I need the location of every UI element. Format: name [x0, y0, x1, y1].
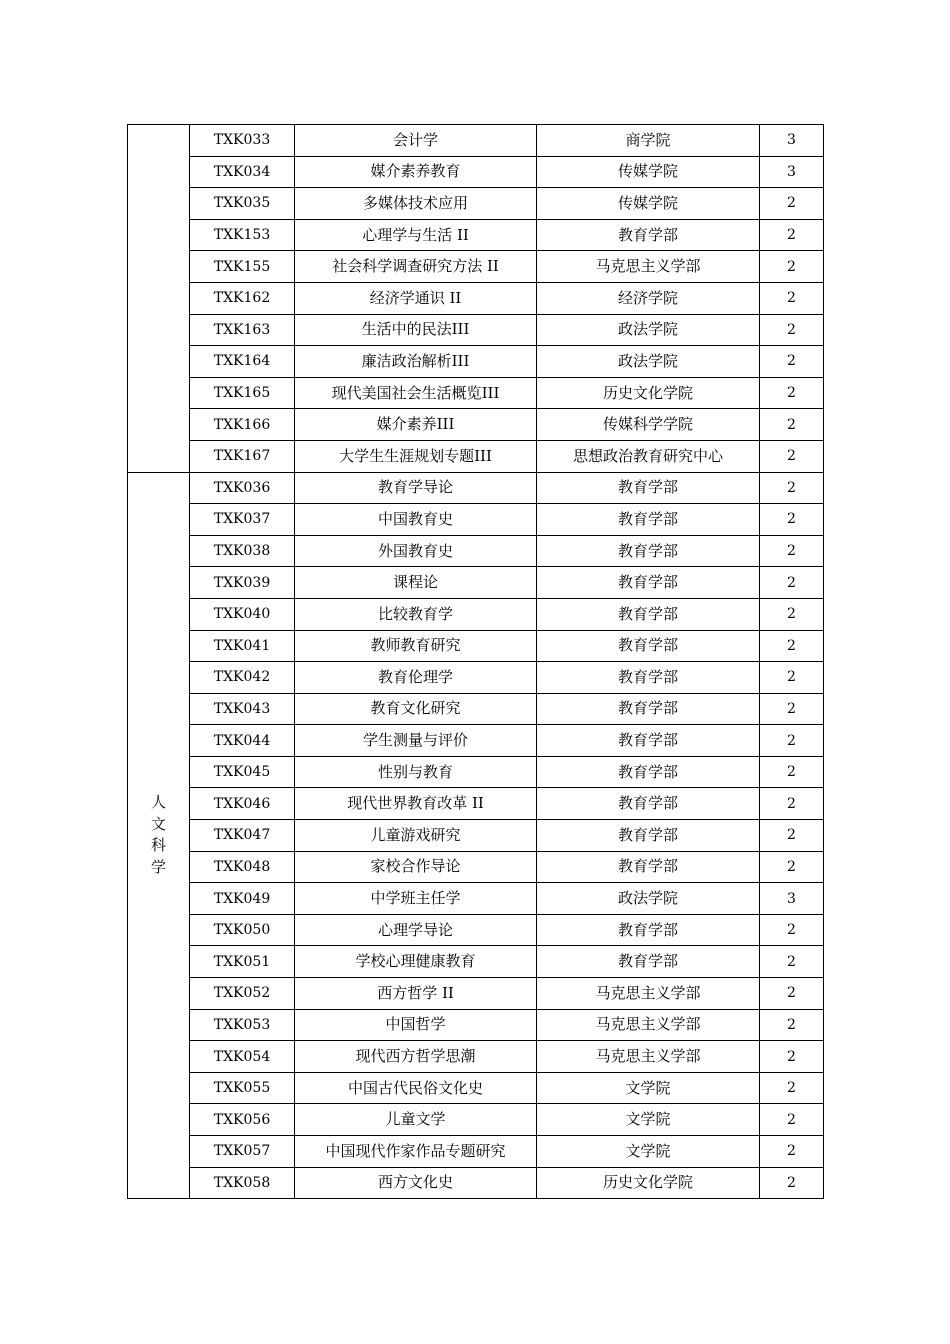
course-name: 教育文化研究	[295, 693, 537, 725]
course-department: 教育学部	[537, 535, 760, 567]
table-row	[128, 1041, 824, 1073]
table-row	[128, 662, 824, 694]
table-row	[128, 472, 824, 504]
course-department: 马克思主义学部	[537, 1041, 760, 1073]
course-code: TXK036	[190, 472, 295, 504]
course-code: TXK034	[190, 156, 295, 188]
course-department: 教育学部	[537, 662, 760, 694]
course-department: 马克思主义学部	[537, 251, 760, 283]
course-department: 文学院	[537, 1072, 760, 1104]
course-name: 儿童游戏研究	[295, 820, 537, 852]
course-code: TXK045	[190, 756, 295, 788]
course-credit: 2	[760, 978, 824, 1010]
table-row	[128, 567, 824, 599]
course-code: TXK165	[190, 377, 295, 409]
course-name: 教育伦理学	[295, 662, 537, 694]
course-department: 教育学部	[537, 630, 760, 662]
course-name: 媒介素养III	[295, 409, 537, 441]
course-name: 中国哲学	[295, 1009, 537, 1041]
course-credit: 2	[760, 567, 824, 599]
course-credit: 2	[760, 504, 824, 536]
table-row	[128, 251, 824, 283]
course-code: TXK043	[190, 693, 295, 725]
course-code: TXK056	[190, 1104, 295, 1136]
table-row	[128, 1009, 824, 1041]
course-name: 教师教育研究	[295, 630, 537, 662]
course-table	[127, 124, 824, 1199]
course-credit: 2	[760, 1167, 824, 1199]
table-row	[128, 535, 824, 567]
course-credit: 2	[760, 1072, 824, 1104]
course-credit: 2	[760, 188, 824, 220]
table-row	[128, 788, 824, 820]
course-name: 经济学通识 II	[295, 282, 537, 314]
table-row	[128, 125, 824, 157]
course-credit: 2	[760, 472, 824, 504]
course-code: TXK162	[190, 282, 295, 314]
course-code: TXK039	[190, 567, 295, 599]
course-credit: 2	[760, 282, 824, 314]
course-code: TXK057	[190, 1136, 295, 1168]
course-department: 历史文化学院	[537, 1167, 760, 1199]
course-credit: 2	[760, 251, 824, 283]
course-name: 社会科学调查研究方法 II	[295, 251, 537, 283]
course-name: 心理学与生活 II	[295, 219, 537, 251]
course-code: TXK164	[190, 346, 295, 378]
table-row	[128, 377, 824, 409]
table-row	[128, 188, 824, 220]
table-row	[128, 156, 824, 188]
course-credit: 2	[760, 314, 824, 346]
table-row	[128, 978, 824, 1010]
course-department: 教育学部	[537, 472, 760, 504]
course-code: TXK041	[190, 630, 295, 662]
course-department: 教育学部	[537, 598, 760, 630]
table-row	[128, 630, 824, 662]
course-credit: 2	[760, 377, 824, 409]
course-credit: 2	[760, 851, 824, 883]
course-department: 经济学院	[537, 282, 760, 314]
table-row	[128, 598, 824, 630]
table-row	[128, 820, 824, 852]
course-credit: 3	[760, 125, 824, 157]
course-department: 教育学部	[537, 946, 760, 978]
course-name: 西方哲学 II	[295, 978, 537, 1010]
course-name: 现代美国社会生活概览III	[295, 377, 537, 409]
course-credit: 2	[760, 725, 824, 757]
course-credit: 2	[760, 820, 824, 852]
course-name: 儿童文学	[295, 1104, 537, 1136]
table-row	[128, 440, 824, 472]
course-department: 商学院	[537, 125, 760, 157]
course-code: TXK037	[190, 504, 295, 536]
table-row	[128, 282, 824, 314]
course-code: TXK167	[190, 440, 295, 472]
course-code: TXK038	[190, 535, 295, 567]
course-name: 心理学导论	[295, 914, 537, 946]
course-name: 比较教育学	[295, 598, 537, 630]
course-code: TXK166	[190, 409, 295, 441]
table-row	[128, 914, 824, 946]
course-name: 现代西方哲学思潮	[295, 1041, 537, 1073]
course-name: 家校合作导论	[295, 851, 537, 883]
course-department: 传媒学院	[537, 156, 760, 188]
course-code: TXK049	[190, 883, 295, 915]
course-name: 学校心理健康教育	[295, 946, 537, 978]
category-cell	[128, 125, 190, 473]
course-credit: 2	[760, 598, 824, 630]
table-row	[128, 1072, 824, 1104]
course-credit: 2	[760, 693, 824, 725]
category-label: 人文科学	[150, 792, 166, 877]
course-name: 多媒体技术应用	[295, 188, 537, 220]
course-name: 会计学	[295, 125, 537, 157]
course-department: 政法学院	[537, 883, 760, 915]
course-name: 性别与教育	[295, 756, 537, 788]
course-name: 生活中的民法III	[295, 314, 537, 346]
course-name: 廉洁政治解析III	[295, 346, 537, 378]
table-row	[128, 346, 824, 378]
course-department: 教育学部	[537, 820, 760, 852]
table-row	[128, 1167, 824, 1199]
course-department: 马克思主义学部	[537, 1009, 760, 1041]
course-table-body	[128, 125, 824, 1199]
course-code: TXK033	[190, 125, 295, 157]
course-department: 教育学部	[537, 693, 760, 725]
course-code: TXK051	[190, 946, 295, 978]
table-row	[128, 725, 824, 757]
course-name: 外国教育史	[295, 535, 537, 567]
course-credit: 2	[760, 946, 824, 978]
course-name: 大学生生涯规划专题III	[295, 440, 537, 472]
course-department: 教育学部	[537, 851, 760, 883]
table-row	[128, 1136, 824, 1168]
course-code: TXK052	[190, 978, 295, 1010]
course-department: 文学院	[537, 1104, 760, 1136]
table-row	[128, 851, 824, 883]
course-department: 政法学院	[537, 314, 760, 346]
course-department: 文学院	[537, 1136, 760, 1168]
course-code: TXK053	[190, 1009, 295, 1041]
course-code: TXK047	[190, 820, 295, 852]
course-code: TXK048	[190, 851, 295, 883]
course-code: TXK054	[190, 1041, 295, 1073]
course-department: 历史文化学院	[537, 377, 760, 409]
course-code: TXK153	[190, 219, 295, 251]
course-credit: 2	[760, 535, 824, 567]
course-credit: 2	[760, 1136, 824, 1168]
course-credit: 2	[760, 1041, 824, 1073]
course-department: 传媒学院	[537, 188, 760, 220]
course-code: TXK058	[190, 1167, 295, 1199]
course-credit: 2	[760, 409, 824, 441]
course-name: 中国教育史	[295, 504, 537, 536]
course-name: 中学班主任学	[295, 883, 537, 915]
table-row	[128, 314, 824, 346]
course-department: 教育学部	[537, 788, 760, 820]
table-row	[128, 409, 824, 441]
course-department: 教育学部	[537, 756, 760, 788]
course-credit: 2	[760, 662, 824, 694]
course-credit: 2	[760, 440, 824, 472]
table-row	[128, 504, 824, 536]
course-department: 教育学部	[537, 725, 760, 757]
category-cell	[128, 472, 190, 1199]
course-code: TXK046	[190, 788, 295, 820]
course-name: 课程论	[295, 567, 537, 599]
course-name: 学生测量与评价	[295, 725, 537, 757]
course-credit: 2	[760, 1009, 824, 1041]
course-department: 教育学部	[537, 567, 760, 599]
course-code: TXK040	[190, 598, 295, 630]
course-department: 教育学部	[537, 219, 760, 251]
course-department: 马克思主义学部	[537, 978, 760, 1010]
course-code: TXK155	[190, 251, 295, 283]
course-code: TXK050	[190, 914, 295, 946]
table-row	[128, 883, 824, 915]
table-row	[128, 756, 824, 788]
course-code: TXK042	[190, 662, 295, 694]
course-name: 中国古代民俗文化史	[295, 1072, 537, 1104]
course-credit: 2	[760, 914, 824, 946]
course-department: 政法学院	[537, 346, 760, 378]
course-credit: 3	[760, 156, 824, 188]
course-credit: 2	[760, 1104, 824, 1136]
course-name: 现代世界教育改革 II	[295, 788, 537, 820]
course-code: TXK163	[190, 314, 295, 346]
course-code: TXK055	[190, 1072, 295, 1104]
course-credit: 2	[760, 788, 824, 820]
course-code: TXK044	[190, 725, 295, 757]
course-department: 教育学部	[537, 914, 760, 946]
course-credit: 2	[760, 219, 824, 251]
course-department: 传媒科学学院	[537, 409, 760, 441]
course-department: 思想政治教育研究中心	[537, 440, 760, 472]
table-row	[128, 946, 824, 978]
course-name: 教育学导论	[295, 472, 537, 504]
course-credit: 2	[760, 756, 824, 788]
course-credit: 3	[760, 883, 824, 915]
table-row	[128, 1104, 824, 1136]
course-name: 媒介素养教育	[295, 156, 537, 188]
course-department: 教育学部	[537, 504, 760, 536]
course-credit: 2	[760, 630, 824, 662]
table-row	[128, 693, 824, 725]
course-code: TXK035	[190, 188, 295, 220]
table-row	[128, 219, 824, 251]
course-name: 中国现代作家作品专题研究	[295, 1136, 537, 1168]
course-credit: 2	[760, 346, 824, 378]
course-name: 西方文化史	[295, 1167, 537, 1199]
